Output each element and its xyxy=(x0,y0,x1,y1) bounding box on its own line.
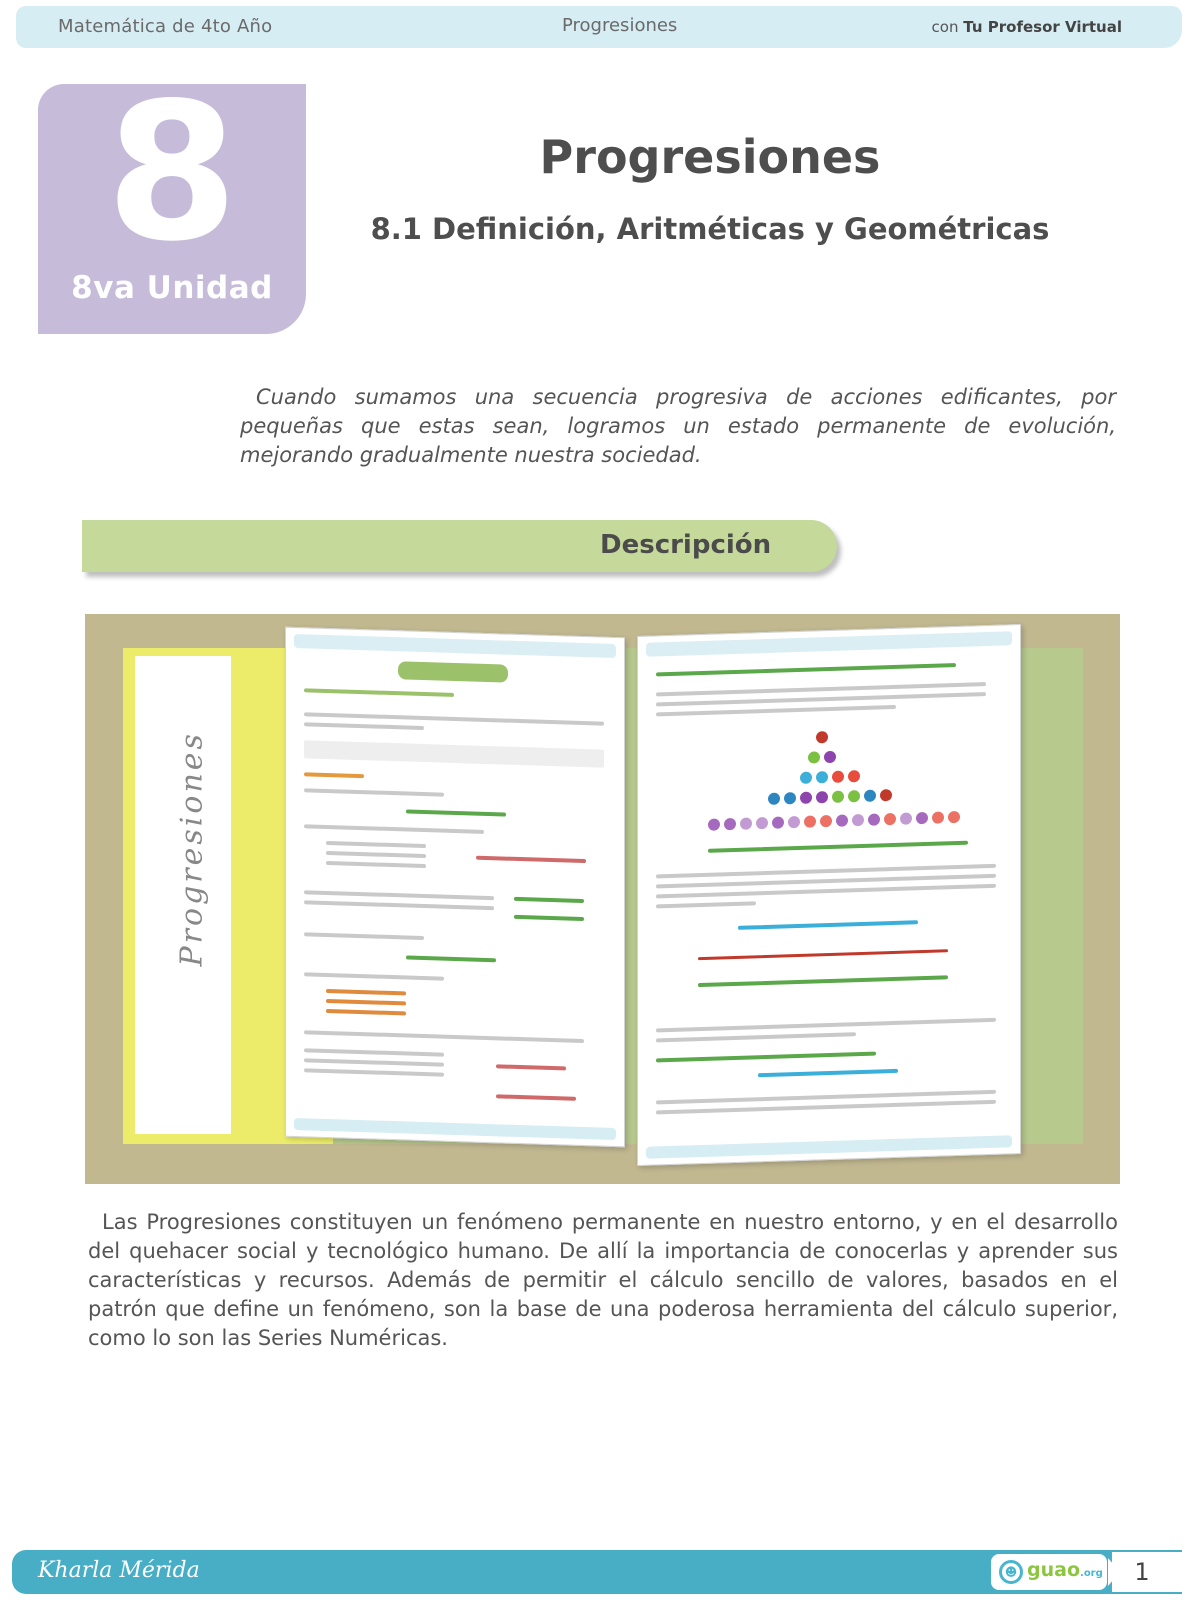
page-left-line xyxy=(304,772,364,778)
header-course: Matemática de 4to Año xyxy=(58,16,273,37)
page-left-line xyxy=(326,841,426,848)
page-right-line xyxy=(656,1052,876,1063)
page-right-dot-row xyxy=(808,751,836,764)
logo-text xyxy=(1027,1559,1103,1581)
illustration-tab-label xyxy=(175,877,210,967)
section-banner xyxy=(82,520,837,572)
page-left-line xyxy=(304,788,444,796)
guao-logo[interactable] xyxy=(991,1554,1107,1590)
illustration-page-right xyxy=(637,624,1021,1166)
page-left-line xyxy=(326,999,406,1006)
page-subtitle: 8.1 Definición, Aritméticas y Geométricas xyxy=(370,212,1050,246)
page-left-line xyxy=(304,688,454,697)
page-left-line xyxy=(304,722,424,730)
logo-name: guao xyxy=(1027,1559,1081,1581)
illustration-page-left xyxy=(285,627,625,1148)
header-brand xyxy=(932,18,1122,36)
page-right-header xyxy=(646,631,1012,657)
page-left-line xyxy=(304,932,424,940)
page-left-line xyxy=(304,1058,444,1066)
logo-suffix: .org xyxy=(1080,1568,1103,1579)
page-left-line xyxy=(326,851,426,858)
page-left-line xyxy=(496,1094,576,1101)
page-right-footer xyxy=(646,1135,1012,1159)
page-right-dot-row xyxy=(708,811,960,831)
page-left-line xyxy=(514,897,584,903)
illustration-booklet xyxy=(85,614,1120,1184)
page-left-header xyxy=(294,634,616,658)
page-left-line xyxy=(304,890,494,900)
page-left-line xyxy=(304,1068,444,1076)
page-right-line xyxy=(698,975,948,987)
description-paragraph: Las Progresiones constituyen un fenómeno permanente en nuestro entorno, y en el desarrollo del quehacer social y tecnológico humano. De allí la importancia de conocerlas y aprender sus características y recursos. Además de permitir el cálculo sencillo de valores, basados en el patrón que define un fenómeno, son la base de una poderosa herramienta del cálculo superior, como lo son las Series Numéricas. xyxy=(88,1210,1118,1350)
page-left-line xyxy=(514,915,584,921)
page-right-dot-row xyxy=(816,731,828,743)
page-left-line xyxy=(304,1030,584,1043)
page-right-line xyxy=(738,920,918,930)
intro-quote: Cuando sumamos una secuencia progresiva de acciones edificantes, por pequeñas que estas sean, logramos un estado permanente de evolución, mejorando gradualmente nuestra sociedad. xyxy=(240,385,1116,467)
page-left-footer xyxy=(294,1118,616,1140)
owl-icon: ☻ xyxy=(999,1560,1023,1584)
page-left-line xyxy=(326,989,406,996)
page-header xyxy=(16,6,1182,48)
page-left-line xyxy=(326,1009,406,1016)
page-left-line xyxy=(406,809,506,816)
unit-badge xyxy=(38,62,306,334)
page-right-dot-row xyxy=(800,770,860,784)
page-left-line xyxy=(304,824,484,834)
page-number: 1 xyxy=(1134,1558,1150,1586)
page-right-line xyxy=(656,901,756,908)
section-heading: Descripción xyxy=(600,530,772,560)
header-brand-prefix: con xyxy=(931,18,959,36)
page-title: Progresiones xyxy=(539,130,881,184)
page-right-line xyxy=(758,1069,898,1077)
page-left-line xyxy=(304,900,494,910)
page-footer xyxy=(12,1550,1182,1594)
page-right-dot-row xyxy=(768,789,892,805)
page-number-box xyxy=(1112,1552,1182,1592)
page-left-box xyxy=(304,740,604,767)
page-left-line xyxy=(326,861,426,868)
page-left-line xyxy=(304,972,444,980)
footer-author: Kharla Mérida xyxy=(38,1558,200,1583)
page-right-line xyxy=(708,841,968,853)
page-right-line xyxy=(698,949,948,960)
page-left-line xyxy=(476,856,586,863)
page-left-line xyxy=(406,955,496,962)
page-left-badge xyxy=(398,661,508,682)
unit-number: 8 xyxy=(105,62,239,283)
header-topic: Progresiones xyxy=(562,15,678,36)
unit-label: 8va Unidad xyxy=(71,270,273,306)
page-right-line xyxy=(656,663,956,676)
page-right-line xyxy=(656,1018,996,1033)
page-left-line xyxy=(496,1064,566,1070)
page-left-line xyxy=(304,1048,444,1056)
page-right-line xyxy=(656,1032,856,1042)
header-brand-name: Tu Profesor Virtual xyxy=(963,18,1122,36)
page-right-line xyxy=(656,705,896,717)
